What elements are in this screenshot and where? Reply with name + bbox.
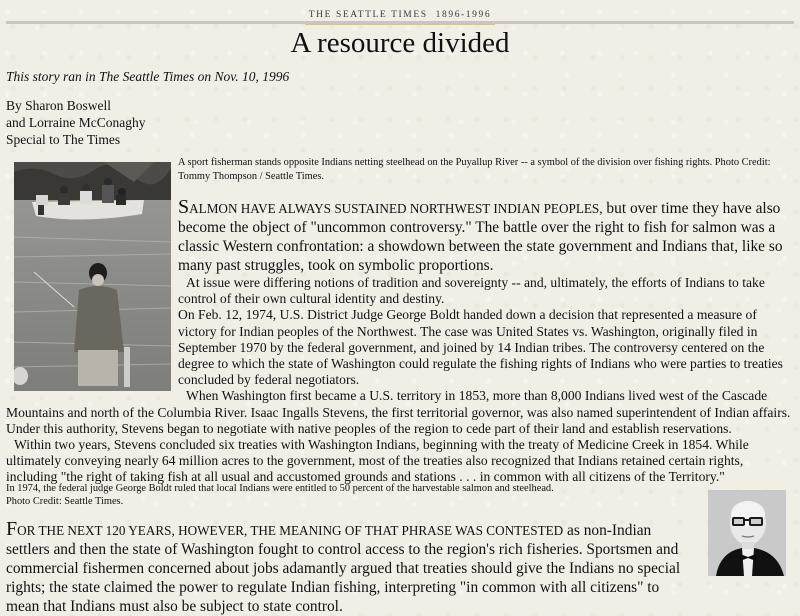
byline-line: By Sharon Boswell: [6, 98, 112, 113]
photo-caption-line: In 1974, the federal judge George Boldt ruled that local Indians were entitled to 50 percent of the harvestable salmon and steelhead.: [6, 483, 554, 494]
photo-caption: A sport fisherman stands opposite Indians netting steelhead on the Puyallup River -- a symbol of the division over fishing rights. Photo Credit: Tommy Thompson / Seattle Times.: [178, 157, 771, 182]
article-section-2: [6, 482, 696, 616]
page-title: A resource divided: [290, 27, 510, 59]
lead-text: but over time they have also become the object of "uncommon controversy." The battle over the right to fish for salmon was a classic Western confrontation: a showdown between the state government and Indians that, like so many past struggles, took on symbolic proportions.: [178, 200, 783, 274]
byline-line: Special to The Times: [6, 132, 121, 147]
lead-paragraph: [6, 520, 696, 616]
dateline: This story ran in The Seattle Times on Nov. 10, 1996: [6, 69, 290, 84]
lead-smallcaps: OR THE NEXT 120 YEARS, HOWEVER, THE MEANING OF THAT PHRASE WAS CONTESTED: [17, 523, 564, 538]
body-paragraph: Within two years, Stevens concluded six treaties with Washington Indians, beginning with the treaty of Medicine Creek in 1854. While ultimately conveying nearly 64 million acres to the government, most of the treaties also recognized that Indians retained certain rights, including "the right of taking fish at all usual and accustomed grounds and stations . . . in common with all citizens of the Territory.": [6, 437, 749, 485]
publication-name: THE SEATTLE TIMES: [308, 10, 428, 20]
body-paragraph: On Feb. 12, 1974, U.S. District Judge George Boldt handed down a decision that represented a measure of victory for Indian peoples of the Northwest. The case was United States vs. Washington, originally filed in September 1970 by the federal government, and joined by 14 Indian tribes. The controversy centered on the degree to which the state of Washington could regulate the fishing rights of Indians who were parties to treaties concluded by federal negotiators.: [178, 307, 783, 388]
lead-smallcaps: ALMON HAVE ALWAYS SUSTAINED NORTHWEST INDIAN PEOPLES,: [189, 201, 603, 216]
drop-cap: F: [6, 518, 18, 540]
photo-wrap-spacer: [6, 156, 178, 396]
photo-judge-boldt-icon: [708, 490, 786, 576]
horizontal-rule: [6, 21, 794, 24]
lead-text: as non-Indian settlers and then the state of Washington fought to control access to the region's rich fisheries. Sportsmen and commercial fishermen concerned about jobs adamantly argued that treaties should give the Indians no special rights; the state claimed the power to regulate Indian fishing, interpreting "in common with all citizens" to mean that Indians must also be subject to state control.: [6, 522, 681, 615]
byline: [6, 97, 145, 148]
publication-years: 1896-1996: [435, 10, 492, 20]
byline-line: and Lorraine McConaghy: [6, 115, 146, 130]
photo-credit: Photo Credit: Seattle Times.: [6, 496, 124, 507]
drop-cap: S: [178, 196, 190, 218]
photo-caption: [6, 482, 696, 508]
body-paragraph: When Washington first became a U.S. territory in 1853, more than 8,000 Indians lived west of the Cascade Mountains and north of the Columbia River. Isaac Ingalls Stevens, the first territorial governor, was also named superintendent of Indian affairs. Under this authority, Stevens began to negotiate with native peoples of the region to cede part of their land and establish reservations.: [6, 388, 791, 436]
article-section-1: [6, 156, 796, 486]
body-paragraph: At issue were differing notions of tradition and sovereignty -- and, ultimately, the efforts of Indians to take control of their own cultural identity and destiny.: [178, 275, 765, 307]
